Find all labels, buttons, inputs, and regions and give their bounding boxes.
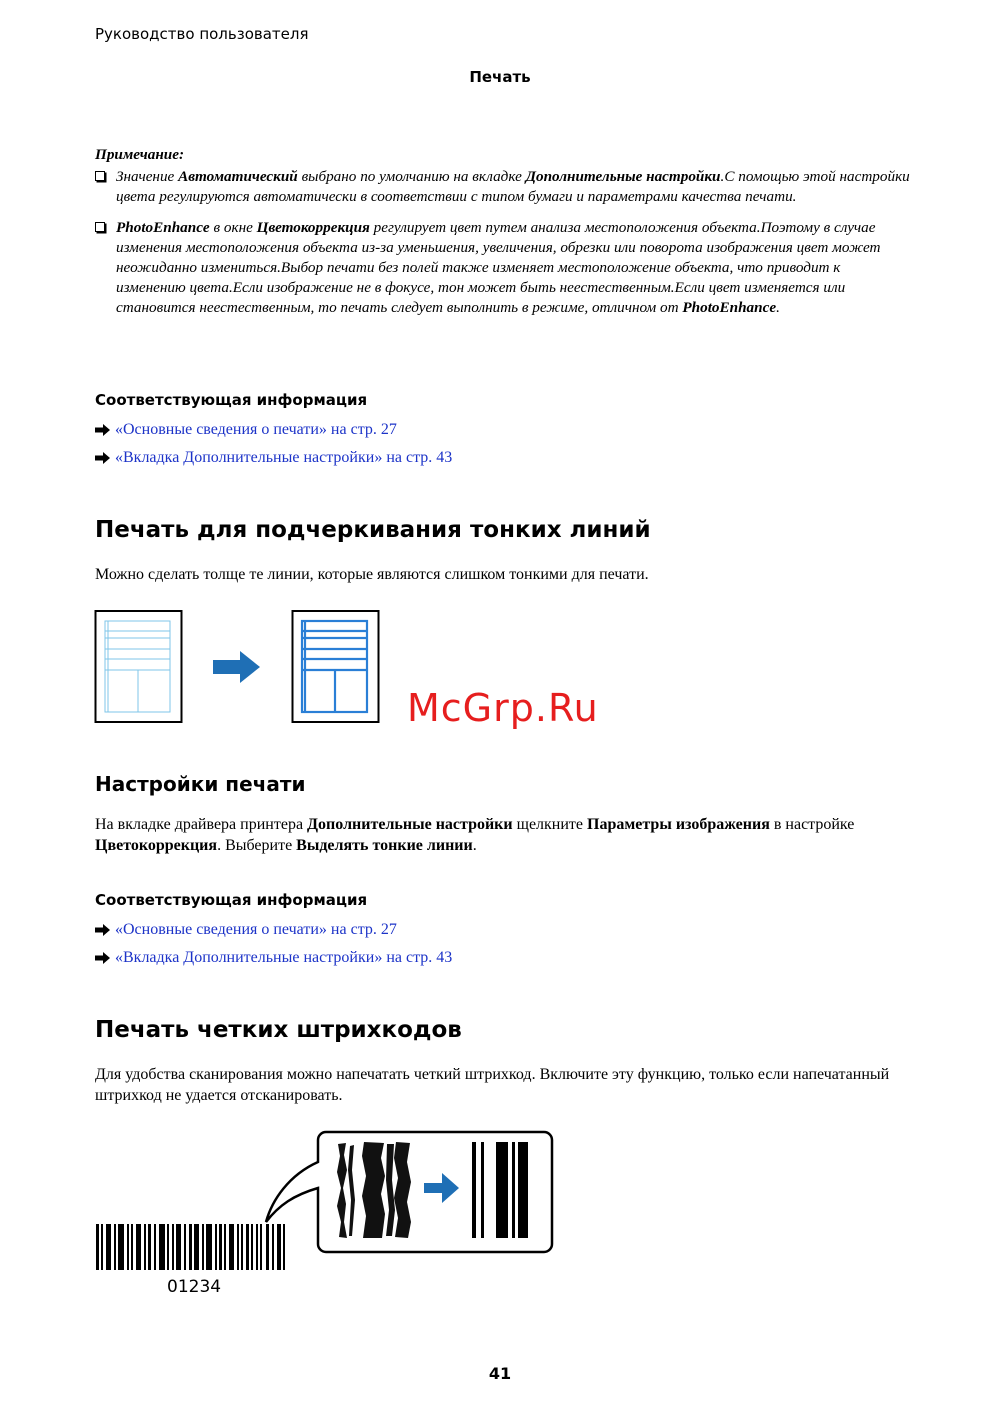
- settings-bold-4: Выделять тонкие линии: [296, 837, 473, 854]
- note2-bold-3: PhotoEnhance: [682, 299, 777, 317]
- note2-bold-1: PhotoEnhance: [116, 218, 210, 236]
- heading-barcodes: Печать четких штрихкодов: [95, 1017, 462, 1043]
- related-links-2: [95, 917, 452, 971]
- page-thin-lines: [96, 611, 182, 722]
- running-title: Руководство пользователя: [95, 25, 309, 43]
- arrow-right-icon: [95, 423, 111, 437]
- note1-text-2: выбрано по умолчанию на вкладке: [297, 168, 526, 186]
- settings-text-2: щелкните: [512, 816, 588, 833]
- settings-bold-3: Цветокоррекция: [95, 837, 218, 854]
- settings-bold-1: Дополнительные настройки: [307, 816, 513, 833]
- watermark-logo: McGrp.Ru: [407, 686, 599, 730]
- settings-text-4: . Выберите: [217, 837, 297, 854]
- link-basic-printing[interactable]: «Основные сведения о печати» на стр. 27: [115, 921, 397, 938]
- related-links-1: [95, 417, 452, 471]
- link-advanced-tab[interactable]: «Вкладка Дополнительные настройки» на стр. 43: [115, 949, 453, 966]
- note2-text-1: в окне: [209, 218, 257, 236]
- settings-bold-2: Параметры изображения: [587, 816, 770, 833]
- heading-print-settings: Настройки печати: [95, 772, 306, 796]
- settings-text-3: в настройке: [769, 816, 855, 833]
- barcode-number: 01234: [167, 1277, 222, 1297]
- settings-text-5: .: [472, 837, 477, 854]
- arrow-right-icon: [95, 923, 111, 937]
- related-link-row[interactable]: [95, 417, 452, 443]
- note-item-1: [95, 167, 910, 207]
- link-basic-printing[interactable]: «Основные сведения о печати» на стр. 27: [115, 421, 397, 438]
- section-title: Печать: [469, 68, 531, 86]
- related-link-row[interactable]: [95, 917, 452, 943]
- note1-bold-2: Дополнительные настройки: [525, 168, 721, 186]
- checkbox-bullet-icon: [95, 222, 105, 232]
- thin-lines-description: Можно сделать толще те линии, которые являются слишком тонкими для печати.: [95, 566, 649, 583]
- note1-bold-1: Автоматический: [178, 168, 298, 186]
- page-thick-lines: [293, 611, 379, 722]
- heading-thin-lines: Печать для подчеркивания тонких линий: [95, 517, 651, 543]
- related-link-row[interactable]: [95, 945, 452, 971]
- related-info-title: Соответствующая информация: [95, 891, 368, 909]
- barcode-illustration: [94, 1130, 556, 1270]
- settings-text-1: На вкладке драйвера принтера: [95, 816, 308, 833]
- note1-text-3: .С помощью этой настройки цвета регулируются автоматически в соответствии с типом бумаги и параметрами качества печати.: [116, 168, 910, 206]
- note-block: [95, 145, 910, 319]
- page-number: 41: [488, 1364, 512, 1383]
- note1-text-1: Значение: [116, 168, 179, 186]
- note2-text-3: .: [776, 299, 780, 317]
- thin-lines-illustration: [94, 609, 384, 725]
- note-item-2: [95, 218, 910, 319]
- barcodes-description: Для удобства сканирования можно напечатать четкий штрихкод. Включите эту функцию, только если напечатанный штрихкод не удается отсканировать.: [95, 1066, 890, 1104]
- related-info-title: Соответствующая информация: [95, 391, 368, 409]
- print-settings-text: [95, 814, 885, 856]
- arrow-right-icon: [95, 951, 111, 965]
- barcode-small: [96, 1224, 285, 1270]
- note2-text-2: регулирует цвет путем анализа местоположения объекта.Поэтому в случае изменения местоположения объекта из-за уменьшения, увеличения, обрезки или поворота изображения цвет может неожиданно измениться.Выбор печати без полей также изменяет местоположение объекта, что приводит к изменению цвета.Если изображение не в фокусе, тон может быть неестественным.Если цвет изменяется или становится неестественным, то печать следует выполнить в режиме, отличном от: [116, 218, 881, 317]
- note-title: Примечание:: [95, 146, 185, 163]
- link-advanced-tab[interactable]: «Вкладка Дополнительные настройки» на стр. 43: [115, 449, 453, 466]
- related-link-row[interactable]: [95, 445, 452, 471]
- arrow-right-icon: [95, 451, 111, 465]
- checkbox-bullet-icon: [95, 171, 105, 181]
- note2-bold-2: Цветокоррекция: [256, 218, 370, 236]
- arrow-right-icon: [213, 651, 260, 683]
